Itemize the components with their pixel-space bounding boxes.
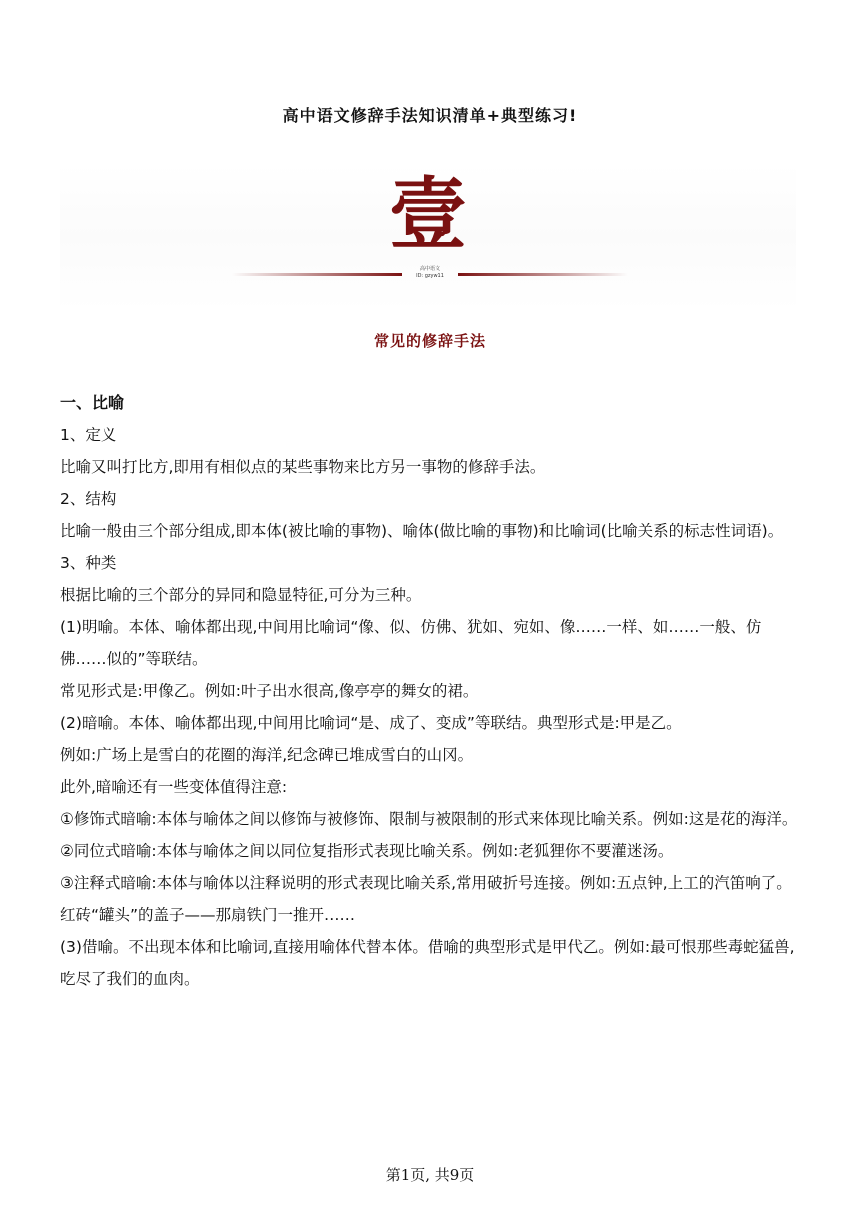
paragraph-simile: (1)明喻。本体、喻体都出现,中间用比喻词“像、似、仿佛、犹如、宛如、像……一样、如……一般、仿佛……似的”等联结。 <box>60 618 762 668</box>
chapter-number-glyph: 壹 <box>388 169 467 260</box>
heading-metaphor: 一、比喻 <box>60 393 125 412</box>
paragraph-variants-intro: 此外,暗喻还有一些变体值得注意: <box>60 778 288 796</box>
banner-stamp <box>404 266 456 280</box>
paragraph-structure: 比喻一般由三个部分组成,即本体(被比喻的事物)、喻体(做比喻的事物)和比喻词(比喻关系的标志性词语)。 <box>60 522 784 540</box>
paragraph-variant-3: ③注释式暗喻:本体与喻体以注释说明的形式表现比喻关系,常用破折号连接。例如:五点钟,上工的汽笛响了。红砖“罐头”的盖子——那扇铁门一推开…… <box>60 874 792 924</box>
chapter-banner <box>60 163 796 311</box>
document-title: 高中语文修辞手法知识清单+典型练习! <box>282 106 578 125</box>
subheading-types: 3、种类 <box>60 554 117 572</box>
stamp-line-1: 高中语文 <box>419 266 440 272</box>
paragraph-variant-2: ②同位式暗喻:本体与喻体之间以同位复指形式表现比喻关系。例如:老狐狸你不要灌迷汤。 <box>60 842 674 860</box>
paragraph-simile-form: 常见形式是:甲像乙。例如:叶子出水很高,像亭亭的舞女的裙。 <box>60 682 479 700</box>
banner-rule-left <box>232 273 402 276</box>
stamp-line-2: ID: gzyw11 <box>416 273 444 279</box>
subheading-structure: 2、结构 <box>60 490 117 508</box>
paragraph-variant-1: ①修饰式暗喻:本体与喻体之间以修饰与被修饰、限制与被限制的形式来体现比喻关系。例如:这是花的海洋。 <box>60 810 798 828</box>
subheading-definition: 1、定义 <box>60 426 117 444</box>
paragraph-metaphor-example: 例如:广场上是雪白的花圈的海洋,纪念碑已堆成雪白的山冈。 <box>60 746 474 764</box>
body-text <box>60 387 805 995</box>
page-footer: 第1页, 共9页 <box>385 1166 475 1184</box>
paragraph-metonymic-metaphor: (3)借喻。不出现本体和比喻词,直接用喻体代替本体。借喻的典型形式是甲代乙。例如:最可恨那些毒蛇猛兽,吃尽了我们的血肉。 <box>60 938 795 988</box>
paragraph-metaphor: (2)暗喻。本体、喻体都出现,中间用比喻词“是、成了、变成”等联结。典型形式是:甲是乙。 <box>60 714 682 732</box>
banner-rule-right <box>458 273 628 276</box>
paragraph-definition: 比喻又叫打比方,即用有相似点的某些事物来比方另一事物的修辞手法。 <box>60 458 546 476</box>
paragraph-types-intro: 根据比喻的三个部分的异同和隐显特征,可分为三种。 <box>60 586 422 604</box>
section-heading: 常见的修辞手法 <box>373 332 486 350</box>
